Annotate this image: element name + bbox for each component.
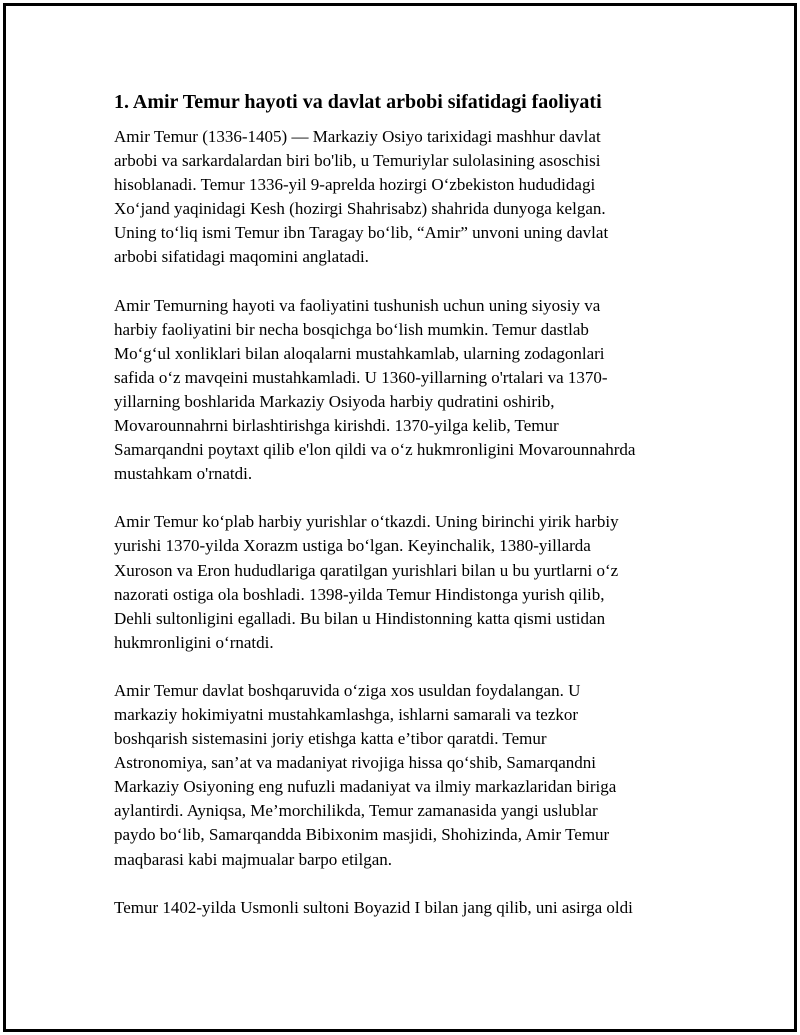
paragraph-line: arbobi sifatidagi maqomini anglatadi. xyxy=(114,247,369,267)
paragraph-line: markaziy hokimiyatni mustahkamlashga, ishlarni samarali va tezkor xyxy=(114,704,579,724)
paragraph-line: nazorati ostiga ola boshladi. 1398-yilda Temur Hindistonga yurish qilib, xyxy=(114,584,605,604)
paragraph-line: mustahkam o'rnatdi. xyxy=(114,464,253,484)
paragraph-line: boshqarish sistemasini joriy etishga katta e’tibor qaratdi. Temur xyxy=(114,729,547,749)
paragraph-line: aylantirdi. Ayniqsa, Me’morchilikda, Temur zamanasida yangi uslublar xyxy=(114,801,598,821)
paragraph-line: Amir Temur (1336-1405) — Markaziy Osiyo tarixidagi mashhur davlat xyxy=(114,127,601,146)
paragraph-1 xyxy=(114,125,674,270)
paragraph-line: Xuroson va Eron hududlariga qaratilgan yurishlari bilan u bu yurtlarni o‘z xyxy=(114,560,619,580)
paragraph-line: Mo‘g‘ul xonliklari bilan aloqalarni mustahkamlab, ularning zodagonlari xyxy=(114,343,605,363)
paragraph-line: Amir Temur ko‘plab harbiy yurishlar o‘tkazdi. Uning birinchi yirik harbiy xyxy=(114,512,619,532)
paragraph-line: yurishi 1370-yilda Xorazm ustiga bo‘lgan. Keyinchalik, 1380-yillarda xyxy=(114,536,591,556)
paragraph-line: Dehli sultonligini egalladi. Bu bilan u Hindistonning katta qismi ustidan xyxy=(114,608,606,628)
paragraph-line: Amir Temurning hayoti va faoliyatini tushunish uchun uning siyosiy va xyxy=(114,295,601,315)
paragraph-line: yillarning boshlarida Markaziy Osiyoda harbiy qudratini oshirib, xyxy=(114,391,555,411)
paragraph-line: Movarounnahrni birlashtirishga kirishdi. 1370-yilga kelib, Temur xyxy=(114,416,559,436)
paragraph-3 xyxy=(114,510,674,655)
paragraph-line: arbobi va sarkardalardan biri bo'lib, u Temuriylar sulolasining asoschisi xyxy=(114,151,601,171)
paragraph-line: Samarqandni poytaxt qilib e'lon qildi va o‘z hukmronligini Movarounnahrda xyxy=(114,440,636,460)
paragraph-line: Astronomiya, san’at va madaniyat rivojiga hissa qo‘shib, Samarqandni xyxy=(114,753,597,773)
paragraph-line: hisoblanadi. Temur 1336-yil 9-aprelda hozirgi O‘zbekiston hududidagi xyxy=(114,175,596,195)
paragraph-line: Markaziy Osiyoning eng nufuzli madaniyat va ilmiy markazlaridan biriga xyxy=(114,777,617,797)
paragraph-2 xyxy=(114,294,674,487)
paragraph-line: paydo bo‘lib, Samarqandda Bibixonim masjidi, Shohizinda, Amir Temur xyxy=(114,825,610,845)
paragraph-line: Uning to‘liq ismi Temur ibn Taragay bo‘lib, “Amir” unvoni uning davlat xyxy=(114,223,609,243)
section-heading: 1. Amir Temur hayoti va davlat arbobi sifatidagi faoliyati xyxy=(114,91,602,113)
paragraph-4 xyxy=(114,679,674,872)
paragraph-line: harbiy faoliyatini bir necha bosqichga bo‘lish mumkin. Temur dastlab xyxy=(114,319,589,339)
paragraph-5 xyxy=(114,896,674,920)
paragraph-line: safida o‘z mavqeini mustahkamladi. U 1360-yillarning o'rtalari va 1370- xyxy=(114,367,608,387)
paragraph-line: maqbarasi kabi majmualar barpo etilgan. xyxy=(114,849,393,869)
paragraph-line: Temur 1402-yilda Usmonli sultoni Boyazid I bilan jang qilib, uni asirga oldi xyxy=(114,897,633,917)
paragraph-line: Amir Temur davlat boshqaruvida o‘ziga xos usuldan foydalangan. U xyxy=(114,680,581,700)
paragraph-line: Xo‘jand yaqinidagi Kesh (hozirgi Shahrisabz) shahrida dunyoga kelgan. xyxy=(114,199,606,219)
document-body xyxy=(114,88,674,944)
paragraph-line: hukmronligini o‘rnatdi. xyxy=(114,632,274,652)
